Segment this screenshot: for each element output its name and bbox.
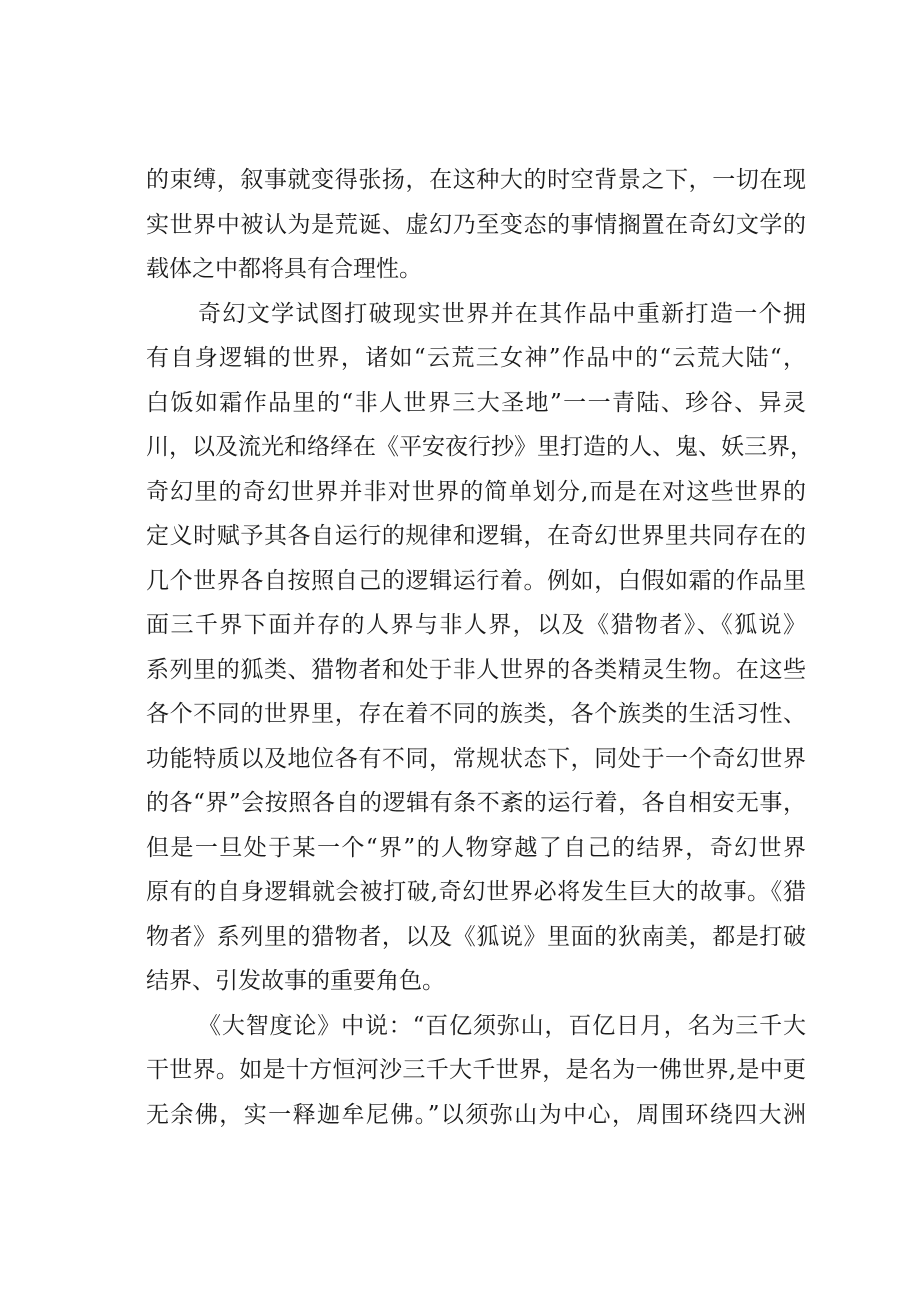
text-line: 实世界中被认为是荒诞、虚幻乃至变态的事情搁置在奇幻文学的 <box>146 211 806 238</box>
text-line: 各个不同的世界里，存在着不同的族类，各个族类的生活习性、 <box>146 701 806 727</box>
text-line: 白饭如霜作品里的“非人世界三大圣地”一一青陆、珍谷、异灵 <box>146 389 806 416</box>
text-line: 面三千界下面并存的人界与非人界，以及《猎物者》、《狐说》 <box>146 612 806 638</box>
text-line: 的各“界”会按照各自的逻辑有条不紊的运行着，各自相安无事， <box>146 790 806 816</box>
text-line: 功能特质以及地位各有不同，常规状态下，同处于一个奇幻世界 <box>146 745 806 772</box>
text-line: 有自身逻辑的世界，诸如“云荒三女神”作品中的“云荒大陆“， <box>146 345 806 371</box>
text-line: 《大智度论》中说：“百亿须弥山，百亿日月，名为三千大 <box>198 1012 806 1039</box>
text-line: 物者》系列里的猎物者，以及《狐说》里面的狄南美，都是打破 <box>146 923 806 950</box>
text-line: 几个世界各自按照自己的逻辑运行着。例如，白假如霜的作品里 <box>146 567 806 594</box>
text-line: 无余佛，实一释迦牟尼佛。”以须弥山为中心，周围环绕四大洲 <box>146 1101 806 1128</box>
text-line: 干世界。如是十方恒河沙三千大千世界，是名为一佛世界,是中更 <box>146 1057 806 1083</box>
body-text <box>146 158 813 1137</box>
text-line: 的束缚，叙事就变得张扬，在这种大的时空背景之下，一切在现 <box>146 167 806 193</box>
text-line: 但是一旦处于某一个“界”的人物穿越了自己的结界，奇幻世界 <box>146 834 806 861</box>
text-line: 奇幻里的奇幻世界并非对世界的简单划分,而是在对这些世界的 <box>146 478 806 505</box>
text-line: 载体之中都将具有合理性。 <box>146 256 422 282</box>
text-line: 定义时赋予其各自运行的规律和逻辑，在奇幻世界里共同存在的 <box>146 523 806 549</box>
text-line: 原有的自身逻辑就会被打破,奇幻世界必将发生巨大的故事。《猎 <box>146 879 806 905</box>
text-line: 川，以及流光和络绎在《平安夜行抄》里打造的人、鬼、妖三界， <box>146 434 813 460</box>
text-line: 系列里的狐类、猎物者和处于非人世界的各类精灵生物。在这些 <box>146 656 806 683</box>
text-line: 奇幻文学试图打破现实世界并在其作品中重新打造一个拥 <box>198 300 806 327</box>
text-line: 结界、引发故事的重要角色。 <box>146 968 445 994</box>
